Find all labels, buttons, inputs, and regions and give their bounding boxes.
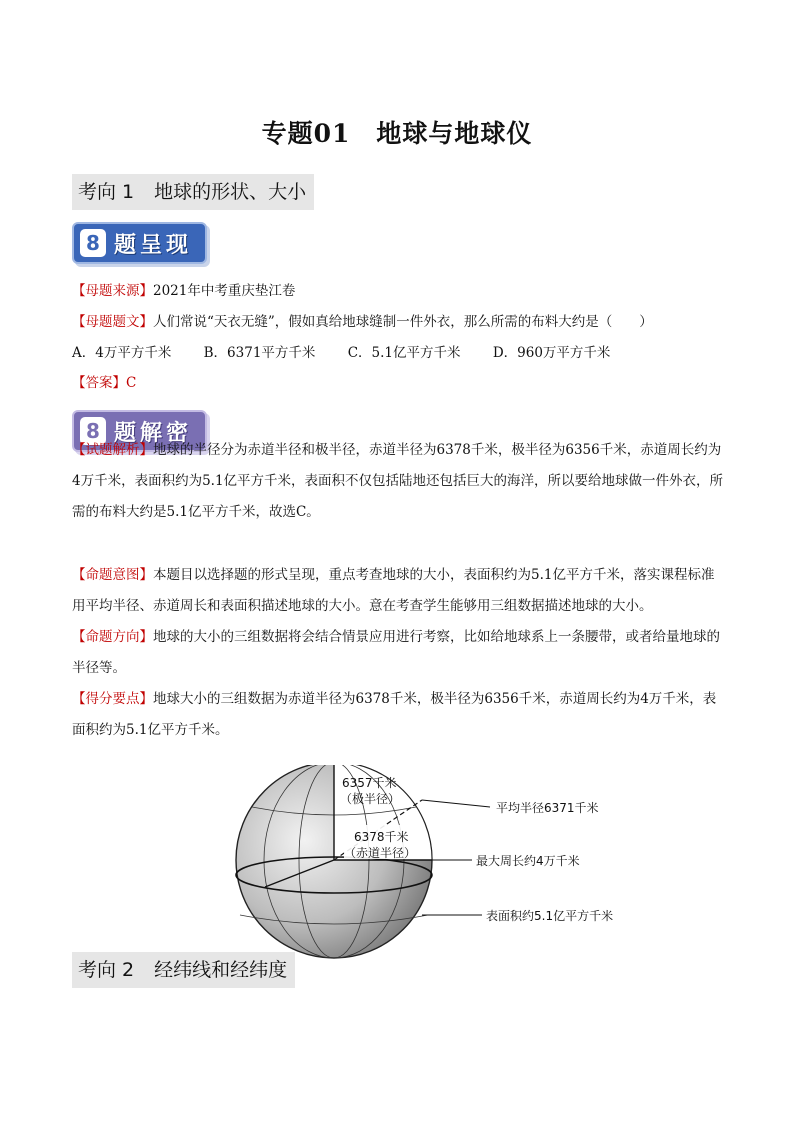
intent-label: 【命题意图】	[72, 567, 153, 583]
answer-text: C	[126, 375, 137, 391]
question-line	[72, 312, 724, 332]
section-title: 地球的形状、大小	[154, 181, 307, 203]
source-label: 【母题来源】	[72, 283, 153, 299]
intent-text: 本题目以选择题的形式呈现，重点考查地球的大小，表面积约为5.1亿平方千米，落实课程标准用平均半径、赤道周长和表面积描述地球的大小。意在考查学生能够用三组数据描述地球的大小。	[72, 567, 715, 614]
direction-text: 地球的大小的三组数据将会结合情景应用进行考察，比如给地球系上一条腰带，或者给量地球的半径等。	[72, 629, 720, 676]
analysis-paragraph	[72, 435, 724, 528]
badge-text: 题解密	[114, 420, 193, 446]
badge-question-present	[72, 222, 207, 264]
equator-name-label: （赤道半径）	[344, 846, 417, 860]
section-heading-1	[72, 174, 314, 210]
mean-radius-label: 平均半径6371千米	[496, 801, 599, 815]
page-title: 专题01 地球与地球仪	[261, 119, 533, 148]
analysis-text: 地球的半径分为赤道半径和极半径，赤道半径为6378千米，极半径为6356千米，赤道周长约为4万千米，表面积约为5.1亿平方千米，表面积不仅包括陆地还包括巨大的海洋，所以要给地球做一件外衣，所需的布料大约是5.1亿平方千米，故选C。	[72, 442, 724, 520]
question-text: 人们常说“天衣无缝”，假如真给地球缝制一件外衣，那么所需的布料大约是（ ）	[153, 314, 653, 330]
keypoints-label: 【得分要点】	[72, 691, 153, 707]
option-d: D．960万平方千米	[492, 345, 611, 361]
surface-label: 表面积约5.1亿平方千米	[486, 909, 614, 923]
source-text: 2021年中考重庆垫江卷	[153, 283, 296, 299]
section-heading-2	[72, 952, 295, 988]
circumference-label: 最大周长约4万千米	[476, 854, 580, 868]
option-c: C．5.1亿平方千米	[347, 345, 461, 361]
option-b: B．6371平方千米	[203, 345, 316, 361]
question-label: 【母题题文】	[72, 314, 153, 330]
direction-paragraph	[72, 622, 724, 684]
option-a: A．4万平方千米	[72, 345, 172, 361]
section-number: 考向 2	[78, 959, 135, 981]
answer-label: 【答案】	[72, 375, 126, 391]
keypoints-text: 地球大小的三组数据为赤道半径为6378千米，极半径为6356千米，赤道周长约为4万千米，表面积约为5.1亿平方千米。	[72, 691, 717, 738]
section-number: 考向 1	[78, 181, 135, 203]
globe-diagram	[232, 765, 652, 960]
direction-label: 【命题方向】	[72, 629, 153, 645]
earth-globe-figure	[232, 765, 652, 960]
keypoints-paragraph	[72, 684, 724, 746]
badge-text: 题呈现	[114, 232, 193, 258]
equator-value-label: 6378千米	[354, 830, 409, 844]
options-line	[72, 343, 724, 363]
badge-icon: 8	[80, 229, 106, 257]
polar-value-label: 6357千米	[342, 776, 397, 790]
analysis-label: 【试题解析】	[72, 442, 153, 458]
badge-icon: 8	[80, 417, 106, 445]
answer-line	[72, 373, 724, 393]
intent-paragraph	[72, 560, 724, 622]
section-title: 经纬线和经纬度	[154, 959, 288, 981]
leader-mean-radius	[422, 800, 490, 807]
polar-name-label: （极半径）	[340, 792, 401, 806]
source-line	[72, 281, 724, 301]
